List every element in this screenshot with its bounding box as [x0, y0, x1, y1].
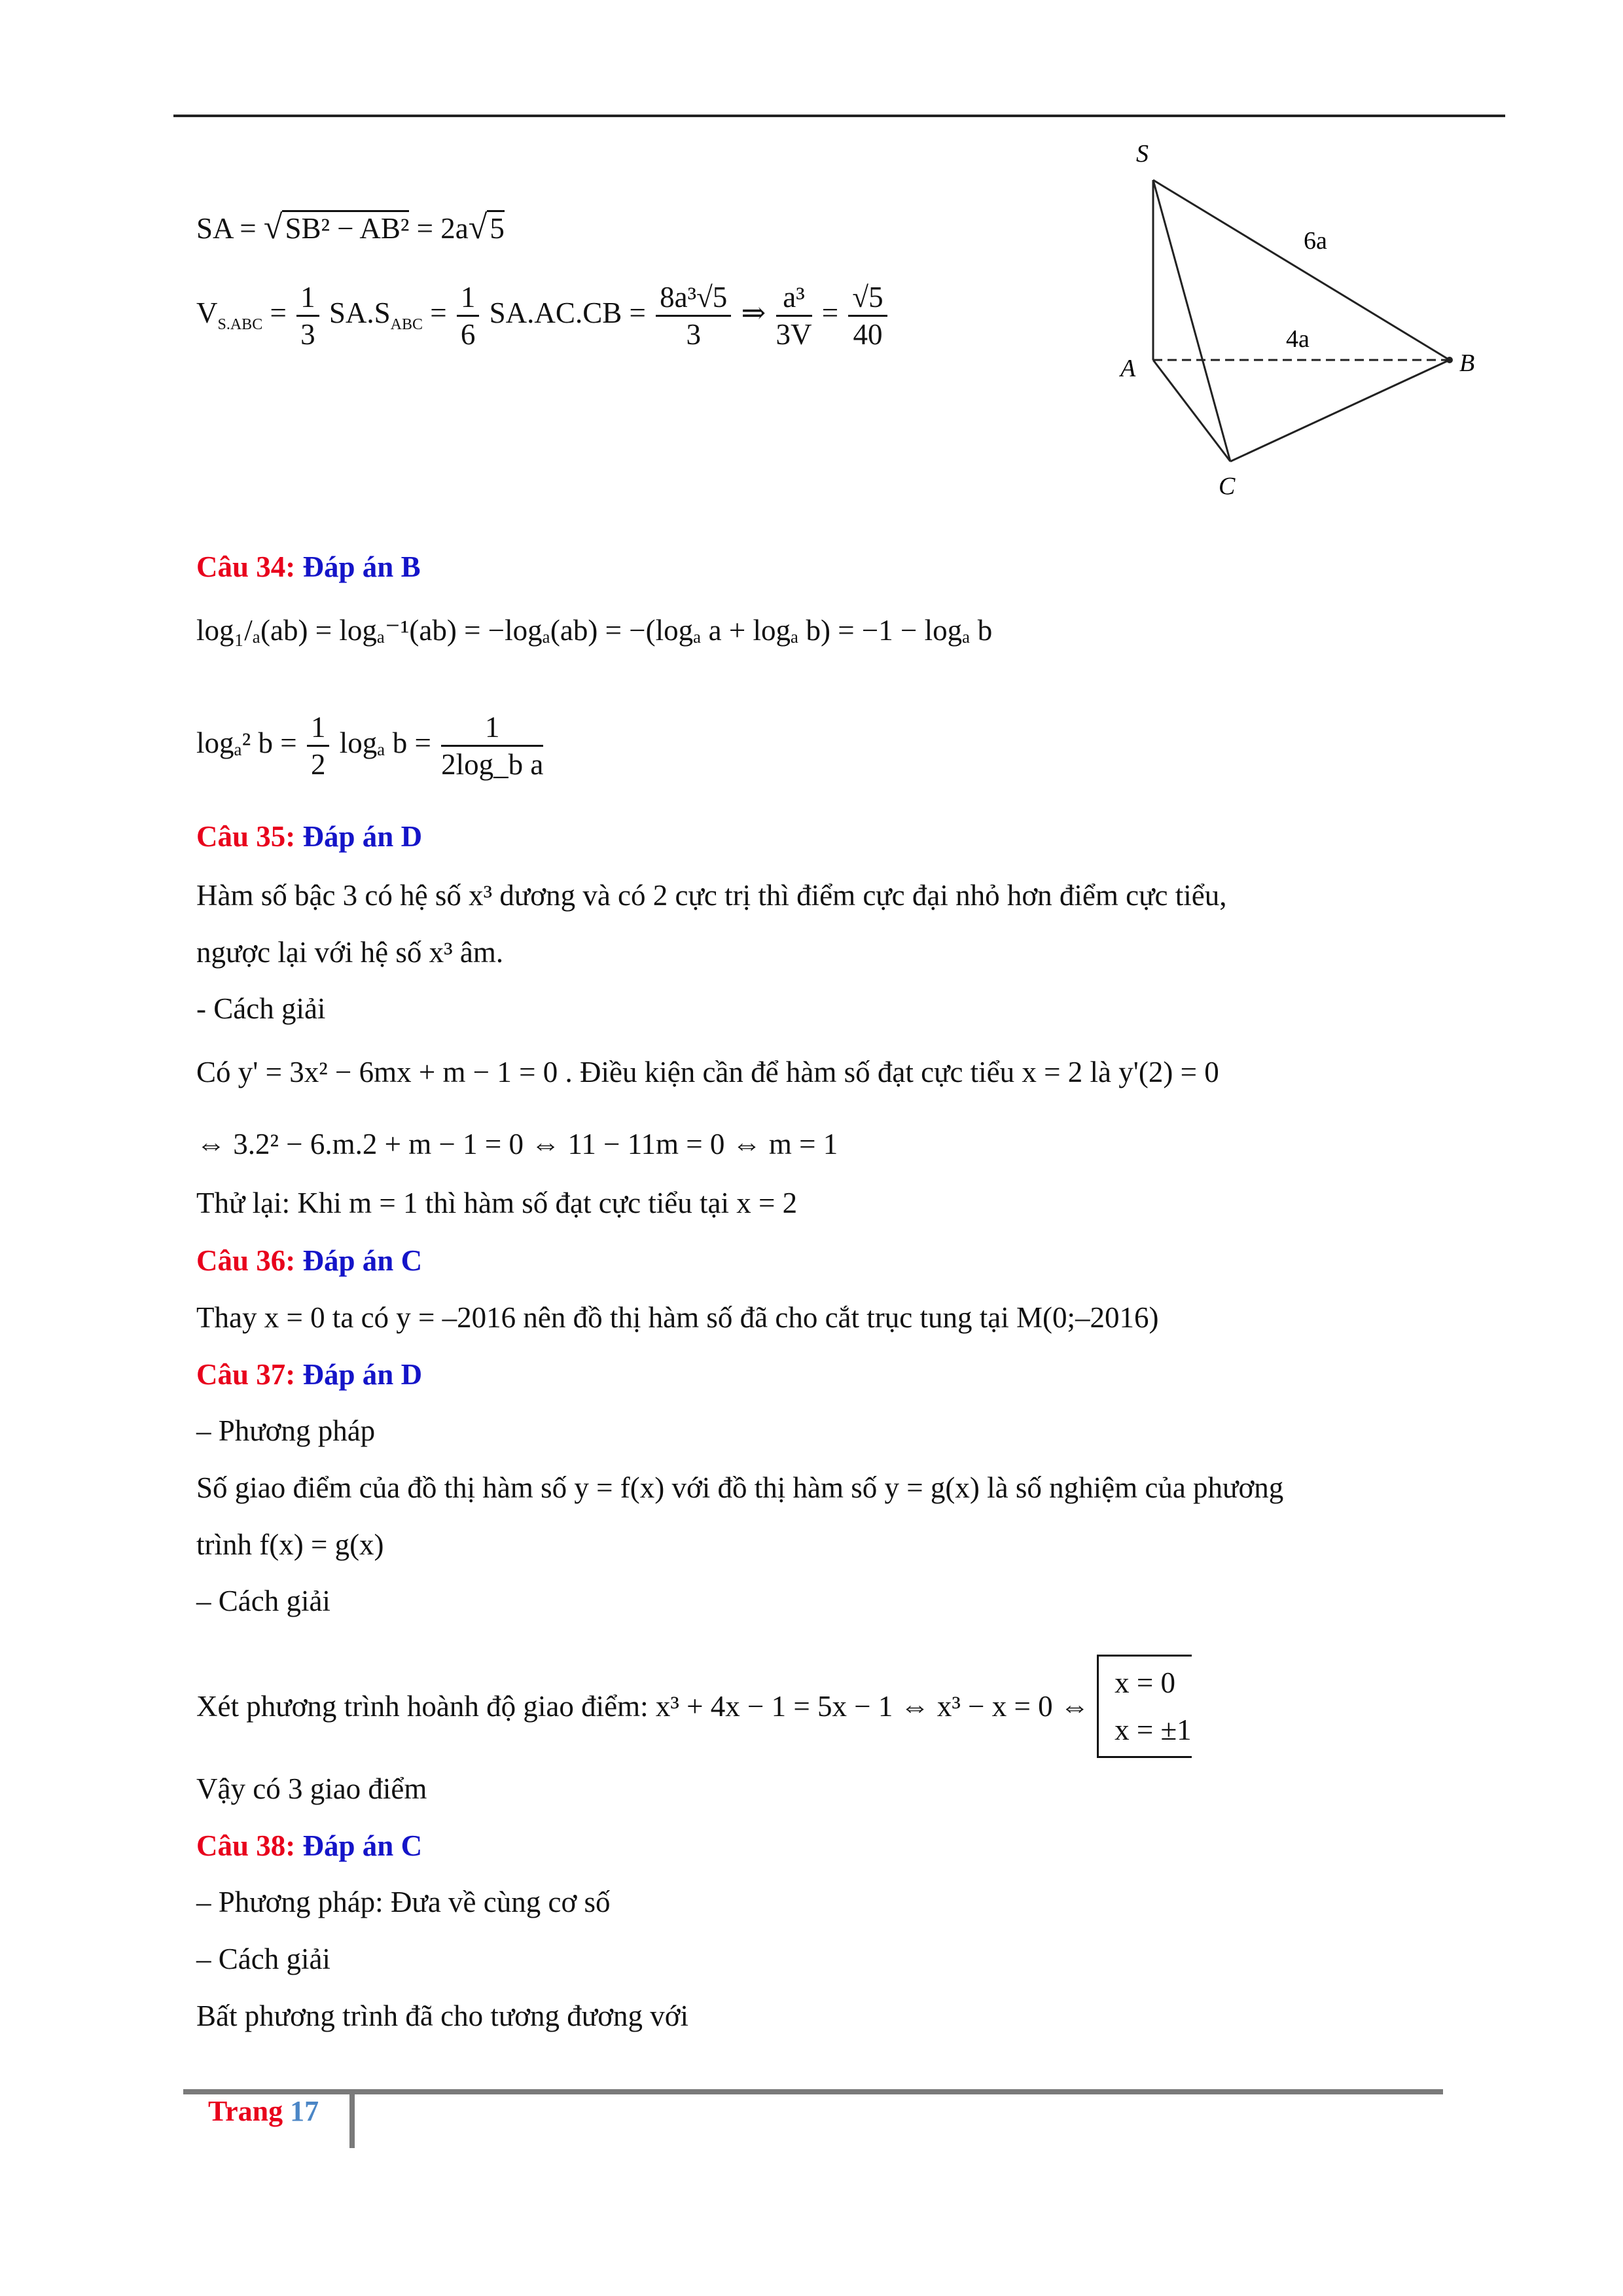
q35-line3: - Cách giải: [196, 992, 326, 1025]
q37-line3: trình f(x) = g(x): [196, 1528, 384, 1561]
q37-line5: Xét phương trình hoành độ giao điểm: x³ + 4x − 1 = 5x − 1 ⇔ x³ − x = 0 ⇔ x = 0 x = ±1: [196, 1655, 1192, 1758]
header-rule: [173, 115, 1505, 117]
label-4a: 4a: [1286, 325, 1310, 353]
q37-line4: – Cách giải: [196, 1585, 330, 1617]
q37-cases: x = 0 x = ±1: [1097, 1655, 1192, 1758]
q36-heading: Câu 36: Đáp án C: [196, 1244, 423, 1277]
footer-divider: [349, 2089, 355, 2148]
q38-heading: Câu 38: Đáp án C: [196, 1829, 423, 1862]
q37-line2: Số giao điểm của đồ thị hàm số y = f(x) với đồ thị hàm số y = g(x) là số nghiệm của phương: [196, 1471, 1284, 1504]
q38-line2: – Cách giải: [196, 1943, 330, 1975]
q37-heading: Câu 37: Đáp án D: [196, 1358, 423, 1391]
q34-heading: Câu 34: Đáp án B: [196, 550, 421, 583]
q38-line1: – Phương pháp: Đưa về cùng cơ số: [196, 1886, 611, 1918]
q34-eq2: logₐ² b = $\frac{1}{2}$ logₐ b = $\frac{1}{\text{2log\_b a}}$: [196, 711, 544, 781]
label-6a: 6a: [1304, 227, 1327, 255]
equation-volume: $V_{S.ABC}$ = $\frac{1}{3}$ $SA.S_{ABC}$ = $\frac{1}{6}$ SA.AC.CB = $\frac{\text{8a³√5}}{3}$ ⇒ $\frac{\text{a³}}{3V}$ = $\frac{√5}{40}$: [196, 274, 890, 364]
q34-eq1: log₁/ₐ(ab) = logₐ⁻¹(ab) = −logₐ(ab) = −(logₐ a + logₐ b) = −1 − logₐ b: [196, 614, 993, 647]
page-number: Trang 17: [208, 2095, 319, 2127]
q35-line6: Thử lại: Khi m = 1 thì hàm số đạt cực tiểu tại x = 2: [196, 1187, 798, 1219]
q35-heading: Câu 35: Đáp án D: [196, 820, 423, 853]
q35-line4: Có y' = 3x² − 6mx + m − 1 = 0 . Điều kiện cần để hàm số đạt cực tiểu x = 2 là y'(2) = 0: [196, 1056, 1219, 1088]
q37-line1: – Phương pháp: [196, 1414, 376, 1447]
edge-bc: [1230, 360, 1450, 461]
edge-ac: [1153, 360, 1230, 461]
pyramid-figure: [1106, 134, 1486, 514]
point-b: [1446, 357, 1453, 363]
edge-sc: [1153, 180, 1230, 461]
label-c: C: [1219, 473, 1236, 500]
q37-line6: Vậy có 3 giao điểm: [196, 1772, 427, 1805]
q35-line5: ⇔ 3.2² − 6.m.2 + m − 1 = 0 ⇔ 11 − 11m = 0 ⇔ m = 1: [196, 1128, 838, 1160]
label-b: B: [1459, 350, 1475, 377]
label-a: A: [1120, 355, 1136, 382]
q35-line2: ngược lại với hệ số x³ âm.: [196, 936, 504, 969]
q38-line3: Bất phương trình đã cho tương đương với: [196, 2000, 689, 2032]
equation-sa: SA = √SB² − AB² = 2a√5: [196, 209, 505, 246]
label-s: S: [1136, 140, 1149, 168]
q35-line1: Hàm số bậc 3 có hệ số x³ dương và có 2 cực trị thì điểm cực đại nhỏ hơn điểm cực tiểu,: [196, 879, 1227, 912]
q36-line1: Thay x = 0 ta có y = –2016 nên đồ thị hàm số đã cho cắt trục tung tại M(0;–2016): [196, 1301, 1159, 1334]
footer-rule: [183, 2089, 1443, 2094]
